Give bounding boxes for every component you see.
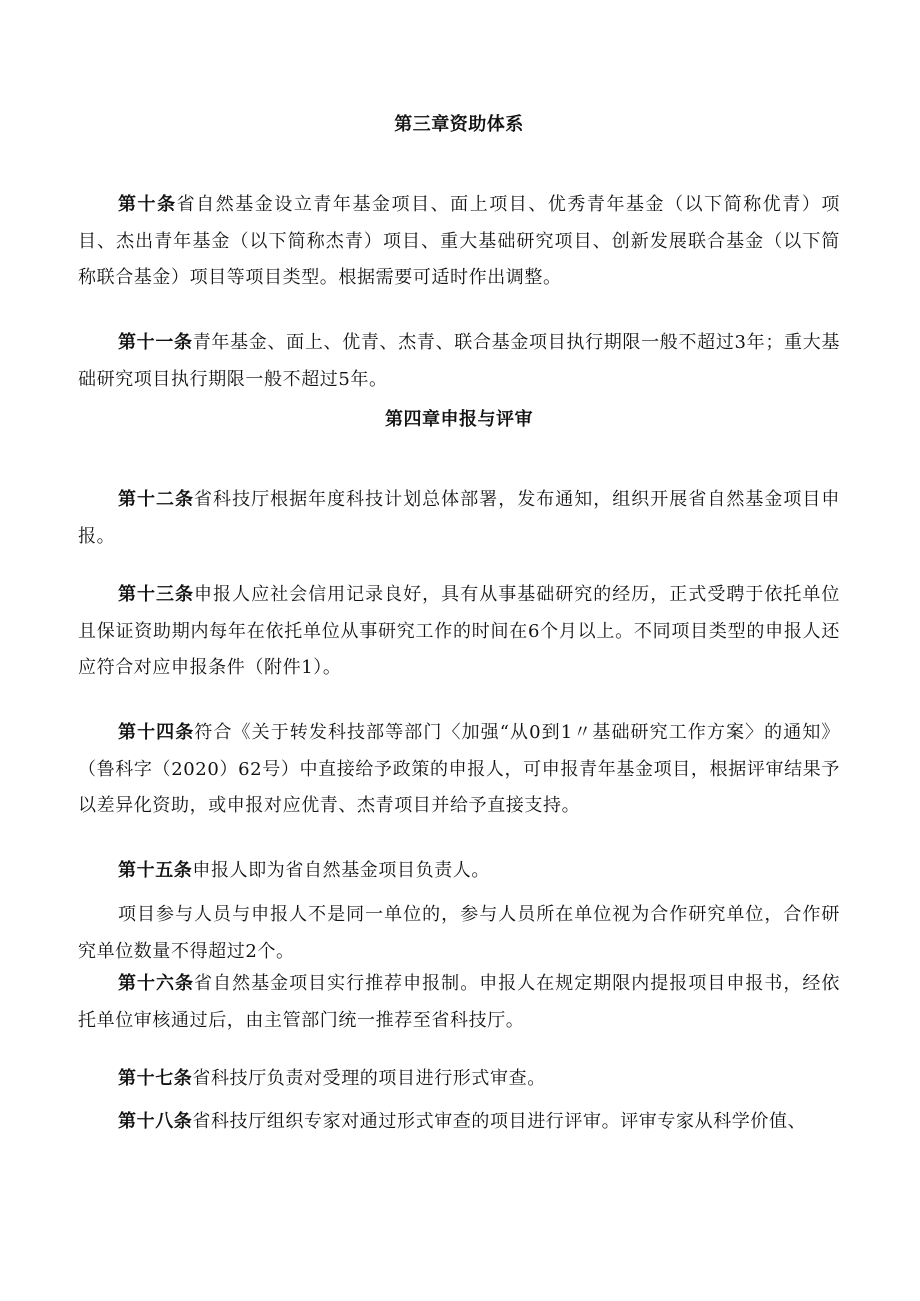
article-text: 项目参与人员与申报人不是同一单位的，参与人员所在单位视为合作研究单位，合作研究单位数量不得超过2个。: [78, 904, 840, 962]
article-text: 省自然基金设立青年基金项目、面上项目、优秀青年基金（以下简称优青）项目、杰出青年基金（以下简称杰青）项目、重大基础研究项目、创新发展联合基金（以下简称联合基金）项目等项目类型。根据需要可适时作出调整。: [78, 194, 840, 288]
article-text: 省科技厅根据年度科技计划总体部署，发布通知，组织开展省自然基金项目申报。: [78, 489, 840, 547]
article-13: [78, 577, 840, 687]
article-text: 申报人即为省自然基金项目负责人。: [192, 860, 491, 881]
article-15-paragraph-2: [78, 897, 840, 970]
article-text: 符合《关于转发科技部等部门〈加强“从0到1〃基础研究工作方案〉的通知》（鲁科字（2020）62号）中直接给予政策的申报人，可申报青年基金项目，根据评审结果予以差异化资助，或申报对应优青、杰青项目并给予直接支持。: [78, 722, 841, 816]
article-10: [78, 187, 840, 297]
document-page: [78, 0, 840, 1301]
article-text: 省科技厅组织专家对通过形式审查的项目进行评审。评审专家从科学价值、: [192, 1111, 807, 1132]
article-text: 青年基金、面上、优青、杰青、联合基金项目执行期限一般不超过3年；重大基础研究项目执行期限一般不超过5年。: [78, 332, 840, 390]
article-label: 第十条: [118, 194, 177, 215]
article-label: 第十二条: [118, 489, 195, 510]
article-label: 第十八条: [118, 1111, 193, 1132]
article-15: [78, 853, 840, 890]
article-text: 申报人应社会信用记录良好，具有从事基础研究的经历，正式受聘于依托单位且保证资助期内每年在依托单位从事研究工作的时间在6个月以上。不同项目类型的申报人还应符合对应申报条件（附件1）。: [78, 584, 840, 678]
article-label: 第十四条: [118, 722, 195, 743]
article-text: 省科技厅负责对受理的项目进行形式审查。: [192, 1068, 546, 1089]
article-16: [78, 966, 840, 1039]
article-11: [78, 325, 840, 398]
article-18: [78, 1104, 840, 1141]
article-17: [78, 1061, 840, 1098]
article-label: 第十一条: [118, 332, 193, 353]
article-label: 第十六条: [118, 973, 195, 994]
article-label: 第十五条: [118, 860, 193, 881]
chapter-3-title: 第三章资助体系: [394, 114, 524, 135]
article-12: [78, 482, 840, 555]
article-text: 省自然基金项目实行推荐申报制。申报人在规定期限内提报项目申报书，经依托单位审核通过后，由主管部门统一推荐至省科技厅。: [78, 973, 840, 1031]
article-label: 第十七条: [118, 1068, 193, 1089]
chapter-4-title: 第四章申报与评审: [385, 409, 533, 430]
article-14: [78, 715, 840, 825]
article-label: 第十三条: [118, 584, 195, 605]
